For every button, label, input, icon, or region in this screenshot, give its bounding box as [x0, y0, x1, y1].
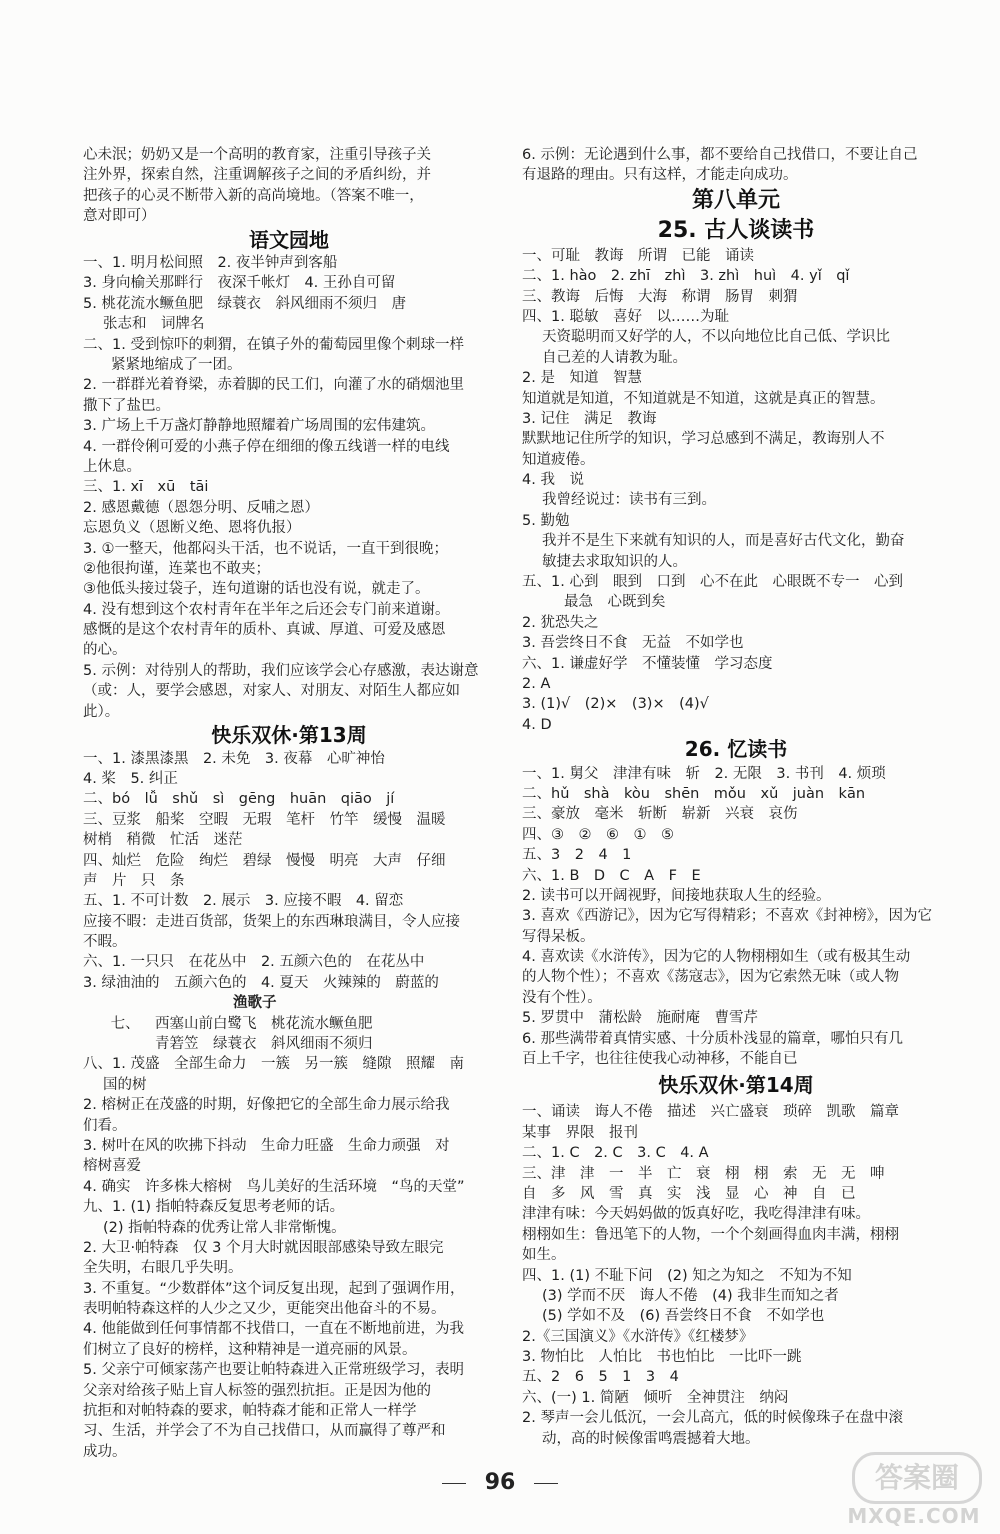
left-column [83, 145, 495, 1462]
answer-line: 二、1. C 2. C 3. C 4. A [522, 1145, 709, 1162]
answer-line: 我并不是生下来就有知识的人，而是喜好古代文化，勤奋 [542, 533, 905, 550]
page-footer [430, 1468, 570, 1498]
answer-line: (3) 学而不厌 诲人不倦 (4) 我非生而知之者 [542, 1287, 839, 1304]
answer-line: 知道疲倦。 [522, 451, 595, 468]
answer-line: 二、bó lǚ shǔ sì gēng huān qiāo jí [83, 791, 395, 808]
answer-line: 六、(一) 1. 简陋 倾听 全神贯注 纳闷 [522, 1389, 789, 1406]
answer-line: 张志和 词牌名 [103, 316, 205, 333]
answer-line: 2. 琴声一会儿低沉，一会儿高亢，低的时候像珠子在盘中滚 [522, 1410, 903, 1427]
answer-line: 四、③ ② ⑥ ① ⑤ [522, 826, 674, 843]
answer-line: 天资聪明而又好学的人，不以向地位比自己低、学识比 [542, 329, 890, 346]
answer-line: 此）。 [83, 703, 120, 720]
section-heading: 26. 忆读书 [684, 737, 788, 762]
answer-line: 5. 罗贯中 蒲松龄 施耐庵 曹雪芹 [522, 1010, 758, 1027]
right-column [522, 145, 950, 1449]
answer-line: 3. 喜欢《西游记》，因为它写得精彩；不喜欢《封神榜》，因为它 [522, 908, 932, 925]
answer-line: 百上千字，也往往使我心动神移，不能自已 [522, 1051, 798, 1068]
answer-line: 6. 示例：无论遇到什么事，都不要给自己找借口，不要让自己 [522, 147, 918, 163]
answer-line: 2. 感恩戴德（恩怨分明、反哺之恩） [83, 499, 319, 516]
answer-line: 五、1. 心到 眼到 口到 心不在此 心眼既不专一 心到 [522, 574, 903, 591]
answer-line: 四、灿烂 危险 绚烂 碧绿 慢慢 明亮 大声 仔细 [83, 852, 446, 869]
answer-line: 2. 一群群光着脊梁，赤着脚的民工们，向灌了水的硝烟池里 [83, 377, 464, 394]
answer-line: 有退路的理由。只有这样，才能走向成功。 [522, 167, 798, 184]
answer-line: 六、1. 一只只 在花丛中 2. 五颜六色的 在花丛中 [83, 954, 425, 971]
watermark-site: MXQE.COM [847, 1504, 981, 1528]
answer-line: 表明帕特森这样的人少之又少，更能突出他奋斗的不易。 [83, 1301, 446, 1318]
answer-line: 二、1. 受到惊吓的刺猬，在镇子外的葡萄园里像个刺球一样 [83, 336, 464, 353]
answer-line: 五、2 6 5 1 3 4 [522, 1369, 679, 1386]
answer-line: 把孩子的心灵不断带入新的高尚境地。（答案不唯一， [83, 187, 424, 204]
answer-line: 紧紧地缩成了一团。 [111, 357, 242, 374]
answer-line: (2) 指帕特森的优秀让常人非常惭愧。 [103, 1219, 346, 1236]
answer-line: 上休息。 [83, 458, 141, 475]
answer-line: 3. ①一整天，他都闷头干活，也不说话，一直干到很晚； [83, 540, 448, 557]
answer-line: 国的树 [103, 1076, 147, 1093]
answer-line: 我曾经说过：读书有三到。 [542, 492, 716, 509]
answer-line: 心未泯；奶奶又是一个高明的教育家，注重引导孩子关 [83, 147, 431, 163]
answer-line: 如生。 [522, 1247, 566, 1264]
answer-line: 一、1. 舅父 津津有味 斩 2. 无限 3. 书刊 4. 烦琐 [522, 765, 886, 782]
answer-line: 3. 树叶在风的吹拂下抖动 生命力旺盛 生命力顽强 对 [83, 1137, 450, 1154]
answer-line: 自 多 风 雪 真 实 浅 显 心 神 自 已 [522, 1185, 856, 1202]
answer-line: 动，高的时候像雷鸣震撼着大地。 [542, 1430, 760, 1447]
footer-dash [534, 1483, 558, 1484]
answer-line: 三、豪放 毫米 斩断 崭新 兴衰 哀伤 [522, 806, 798, 823]
answer-line: 3. 记住 满足 教诲 [522, 410, 657, 427]
answer-line: 六、1. 谦虚好学 不懂装懂 学习态度 [522, 655, 773, 672]
answer-line: 们树立了良好的榜样，这种精神是一道亮丽的风景。 [83, 1341, 417, 1358]
answer-line: 3. 绿油油的 五颜六色的 4. 夏天 火辣辣的 蔚蓝的 [83, 974, 439, 991]
section-heading: 快乐双休·第14周 [658, 1073, 814, 1098]
answer-line: 最急 心既到矣 [564, 594, 666, 611]
answer-line: 4. 没有想到这个农村青年在半年之后还会专门前来道谢。 [83, 601, 450, 618]
answer-line: (5) 学如不及 (6) 吾尝终日不食 不如学也 [542, 1308, 825, 1325]
answer-line: 写得呆板。 [522, 928, 595, 945]
answer-line: 4. 桨 5. 纠正 [83, 770, 178, 787]
answer-line: 五、1. 不可计数 2. 展示 3. 应接不暇 4. 留恋 [83, 893, 404, 910]
answer-line: 九、1. (1) 指帕特森反复思考老师的话。 [83, 1199, 345, 1216]
answer-line: 栩栩如生：鲁迅笔下的人物，一个个刻画得血肉丰满，栩栩 [522, 1226, 899, 1243]
poem-line: 西塞山前白鹭飞 桃花流水鳜鱼肥 [155, 1015, 373, 1032]
answer-line: ③他低头接过袋子，连句道谢的话也没有说，就走了。 [83, 581, 430, 598]
section-heading: 语文园地 [249, 227, 329, 252]
answer-line: 4. 确实 许多株大榕树 鸟儿美好的生活环境 “鸟的天堂” [83, 1178, 465, 1195]
answer-line: 5. 示例：对待别人的帮助，我们应该学会心存感激，表达谢意 [83, 662, 479, 679]
answer-line: 忘恩负义（恩断义绝、恩将仇报） [83, 520, 301, 537]
answer-line: 四、1. 聪敏 喜好 以……为耻 [522, 308, 729, 325]
answer-line: 2. 犹恐失之 [522, 614, 599, 631]
poem-title: 渔歌子 [233, 995, 277, 1012]
poem-number: 七、 [110, 1015, 140, 1032]
answer-line: （或：人，要学会感恩，对家人、对朋友、对陌生人都应如 [83, 683, 460, 700]
answer-line: 四、1. (1) 不耻下问 (2) 知之为知之 不知为不知 [522, 1267, 852, 1284]
answer-line: 二、hǔ shà kòu shēn mǒu xǔ juàn kān [522, 785, 866, 802]
answer-line: 知道就是知道，不知道就是不知道，这就是真正的智慧。 [522, 390, 885, 407]
answer-line: 2.《三国演义》《水浒传》《红楼梦》 [522, 1328, 754, 1345]
answer-line: 三、1. xī xū tāi [83, 479, 209, 496]
answer-line: 3. 不重复。“少数群体”这个词反复出现，起到了强调作用， [83, 1280, 465, 1297]
answer-line: 二、1. hào 2. zhī zhì 3. zhì huì 4. yǐ qǐ [522, 268, 850, 285]
section-heading: 快乐双休·第13周 [211, 723, 367, 748]
answer-line: 们看。 [83, 1117, 127, 1134]
answer-line: 2. A [522, 675, 551, 692]
answer-line: 父亲对给孩子贴上盲人标签的强烈抗拒。正是因为他的 [83, 1382, 431, 1399]
answer-line: 6. 那些满带着真情实感、十分质朴浅显的篇章，哪怕只有几 [522, 1030, 903, 1047]
answer-line: 感慨的是这个农村青年的质朴、真诚、厚道、可爱及感恩 [83, 622, 446, 639]
answer-line: 没有个性）。 [522, 989, 602, 1006]
answer-line: 注外界，探索自然，注重调解孩子之间的矛盾纠纷，并 [83, 167, 431, 184]
answer-line: 一、可耻 教诲 所谓 已能 诵读 [522, 247, 754, 264]
answer-line: 津津有味：今天妈妈做的饭真好吃，我吃得津津有味。 [522, 1206, 870, 1223]
answer-line: 一、诵读 诲人不倦 描述 兴亡盛衰 琐碎 凯歌 篇章 [522, 1104, 899, 1121]
section-heading: 25. 古人谈读书 [657, 217, 815, 243]
answer-line: 2. 大卫·帕特森 仅 3 个月大时就因眼部感染导致左眼完 [83, 1239, 444, 1256]
answer-line: 三、教诲 后悔 大海 称谓 肠胃 刺猬 [522, 288, 798, 305]
answer-line: 意对即可） [83, 208, 156, 225]
answer-line: 2. 读书可以开阔视野，间接地获取人生的经验。 [522, 887, 831, 904]
answer-line: 3. 广场上千万盏灯静静地照耀着广场周围的宏伟建筑。 [83, 418, 435, 435]
answer-line: 4. 我 说 [522, 472, 584, 489]
answer-line: 习、生活，并学会了不为自己找借口，从而赢得了尊严和 [83, 1423, 446, 1440]
answer-line: 4. 他能做到任何事情都不找借口，一直在不断地前进，为我 [83, 1321, 464, 1338]
site-watermark [838, 1452, 990, 1530]
answer-line: 4. D [522, 716, 552, 733]
answer-line: 3. (1)√ (2)× (3)× (4)√ [522, 696, 709, 713]
answer-line: 五、3 2 4 1 [522, 847, 632, 864]
answer-line: 2. 榕树正在茂盛的时期，好像把它的全部生命力展示给我 [83, 1097, 450, 1114]
answer-line: 三、津 津 一 半 亡 衰 栩 栩 索 无 无 呻 [522, 1165, 885, 1182]
answer-line: 抗拒和对帕特森的要求，帕特森才能和正常人一样学 [83, 1403, 417, 1420]
answer-line: 六、1. B D C A F E [522, 867, 701, 884]
answer-line: 全失明，右眼几乎失明。 [83, 1260, 243, 1277]
answer-line: 自己差的人请教为耻。 [542, 349, 687, 366]
answer-line: 5. 父亲宁可倾家荡产也要让帕特森进入正常班级学习，表明 [83, 1362, 464, 1379]
answer-line: 某事 界限 报刊 [522, 1124, 638, 1141]
watermark-logo: 答案圈 [852, 1452, 982, 1504]
answer-line: 敏捷去求取知识的人。 [542, 553, 687, 570]
answer-line: 成功。 [83, 1443, 127, 1460]
answer-line: 3. 物怕比 人怕比 书也怕比 一比吓一跳 [522, 1349, 802, 1366]
unit-heading: 第八单元 [691, 187, 780, 213]
answer-line: 4. 喜欢读《水浒传》，因为它的人物栩栩如生（或有极其生动 [522, 949, 911, 966]
answer-line: 的心。 [83, 642, 127, 659]
answer-line: 撒下了盐巴。 [83, 397, 170, 414]
answer-line: 榕树喜爱 [83, 1158, 141, 1175]
answer-line: 默默地记住所学的知识，学习总感到不满足，教诲别人不 [522, 431, 885, 448]
answer-line: 的人物个性）；不喜欢《荡寇志》，因为它索然无味（或人物 [522, 969, 899, 986]
answer-line: ②他很拘谨，连菜也不敢夹； [83, 560, 270, 577]
answer-line: 声 片 只 条 [83, 872, 185, 889]
answer-line: 3. 身向榆关那畔行 夜深千帐灯 4. 王孙自可留 [83, 275, 396, 292]
page-number: 96 [484, 1470, 516, 1495]
answer-line: 树梢 稍微 忙活 迷茫 [83, 832, 243, 849]
answer-line: 5. 桃花流水鳜鱼肥 绿蓑衣 斜风细雨不须归 唐 [83, 295, 406, 312]
answer-line: 一、1. 明月松间照 2. 夜半钟声到客船 [83, 255, 338, 272]
answer-line: 三、豆浆 船桨 空暇 无瑕 笔杆 竹竿 缓慢 温暖 [83, 811, 446, 828]
answer-line: 不暇。 [83, 934, 127, 951]
poem-line: 青箬笠 绿蓑衣 斜风细雨不须归 [155, 1036, 373, 1053]
answer-line: 3. 吾尝终日不食 无益 不如学也 [522, 635, 744, 652]
answer-line: 八、1. 茂盛 全部生命力 一簇 另一簇 缝隙 照耀 南 [83, 1056, 464, 1073]
answer-line: 4. 一群伶俐可爱的小燕子停在细细的像五线谱一样的电线 [83, 438, 450, 455]
answer-line: 应接不暇：走进百货部，货架上的东西琳琅满目，令人应接 [83, 913, 460, 930]
answer-line: 5. 勤勉 [522, 512, 570, 529]
answer-line: 一、1. 漆黑漆黑 2. 未免 3. 夜幕 心旷神怡 [83, 750, 385, 767]
footer-dash [442, 1483, 466, 1484]
answer-line: 2. 是 知道 智慧 [522, 370, 642, 387]
